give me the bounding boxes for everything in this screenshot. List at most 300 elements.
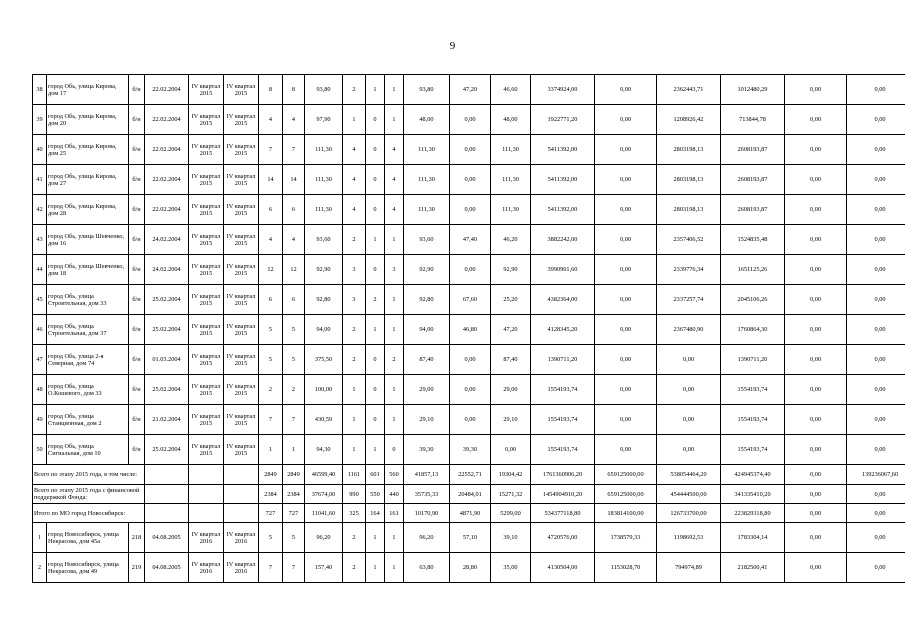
- table-cell: 0: [366, 405, 385, 435]
- table-cell: 0: [366, 375, 385, 405]
- table-cell: 1: [385, 225, 404, 255]
- table-cell: 1554193,74: [721, 405, 785, 435]
- row-number: 2: [33, 553, 47, 583]
- planned-quarter: IV квартал 2016: [224, 523, 259, 553]
- table-cell: 2045106,26: [721, 285, 785, 315]
- row-number: 1: [33, 523, 47, 553]
- planned-quarter: IV квартал 2015: [189, 255, 224, 285]
- table-cell: 2: [343, 225, 366, 255]
- table-cell: 0,00: [847, 315, 905, 345]
- table-row: [33, 315, 905, 345]
- table-cell: 2384: [259, 485, 283, 504]
- totals-row: [33, 465, 905, 485]
- document-number: б/н: [129, 255, 145, 285]
- table-cell: 0,00: [785, 255, 847, 285]
- table-cell: 0,00: [595, 345, 657, 375]
- table-cell: 1738579,33: [595, 523, 657, 553]
- document-date: 24.02.2004: [145, 255, 189, 285]
- table-cell: 1: [385, 375, 404, 405]
- table-cell: 0,00: [595, 75, 657, 105]
- document-number: б/н: [129, 405, 145, 435]
- table-cell: 2: [343, 345, 366, 375]
- table-cell: 1554193,74: [531, 405, 595, 435]
- table-cell: 96,20: [404, 523, 450, 553]
- table-cell: 0,00: [785, 315, 847, 345]
- table-cell: 7: [283, 135, 305, 165]
- table-cell: 164: [366, 504, 385, 523]
- table-cell: 29,00: [404, 375, 450, 405]
- table-cell: 1: [366, 225, 385, 255]
- table-cell: 0,00: [785, 75, 847, 105]
- table-cell: 111,30: [491, 135, 531, 165]
- planned-quarter: IV квартал 2015: [224, 375, 259, 405]
- table-cell: 1: [343, 435, 366, 465]
- table-cell: 12: [259, 255, 283, 285]
- table-cell: 0,00: [450, 405, 491, 435]
- document-number: 218: [129, 523, 145, 553]
- table-cell: 67,60: [450, 285, 491, 315]
- table-cell: [145, 485, 189, 504]
- table-cell: 2803198,13: [657, 195, 721, 225]
- table-cell: 29,00: [491, 375, 531, 405]
- table-cell: 10170,90: [404, 504, 450, 523]
- table-cell: 2: [283, 375, 305, 405]
- table-cell: 454444500,00: [657, 485, 721, 504]
- address-cell: город Обь, улица Кирова, дом 17: [47, 75, 129, 105]
- table-cell: 3882242,00: [531, 225, 595, 255]
- document-date: 21.02.2004: [145, 405, 189, 435]
- table-cell: 1: [385, 523, 404, 553]
- table-cell: 5: [283, 523, 305, 553]
- address-cell: город Обь, улица Кирова, дом 28: [47, 195, 129, 225]
- table-cell: [189, 465, 224, 485]
- table-row: [33, 135, 905, 165]
- table-cell: 560: [385, 465, 404, 485]
- table-cell: [145, 465, 189, 485]
- document-number: б/н: [129, 315, 145, 345]
- table-cell: 22552,71: [450, 465, 491, 485]
- table-cell: 0,00: [785, 135, 847, 165]
- table-cell: 0,00: [785, 105, 847, 135]
- document-date: 01.03.2004: [145, 345, 189, 375]
- table-cell: 0,00: [847, 375, 905, 405]
- table-cell: 0,00: [657, 435, 721, 465]
- table-cell: 430,59: [305, 405, 343, 435]
- table-cell: 2384: [283, 485, 305, 504]
- table-cell: 5299,00: [491, 504, 531, 523]
- table-cell: 92,80: [404, 285, 450, 315]
- table-cell: 601: [366, 465, 385, 485]
- table-cell: 11041,60: [305, 504, 343, 523]
- table-cell: 2339776,34: [657, 255, 721, 285]
- table-cell: 29,10: [491, 405, 531, 435]
- table-cell: 4: [283, 225, 305, 255]
- table-cell: 2849: [283, 465, 305, 485]
- table-cell: [224, 485, 259, 504]
- table-cell: 5: [283, 345, 305, 375]
- table-cell: 157,40: [305, 553, 343, 583]
- planned-quarter: IV квартал 2015: [189, 345, 224, 375]
- document-date: 25.02.2004: [145, 375, 189, 405]
- table-cell: 1: [366, 315, 385, 345]
- row-number: 45: [33, 285, 47, 315]
- table-cell: 2608193,87: [721, 195, 785, 225]
- row-number: 39: [33, 105, 47, 135]
- table-cell: 713844,78: [721, 105, 785, 135]
- table-cell: 5: [259, 315, 283, 345]
- table-cell: 1: [385, 405, 404, 435]
- table-cell: 8: [283, 75, 305, 105]
- table-cell: 7: [259, 405, 283, 435]
- planned-quarter: IV квартал 2015: [224, 345, 259, 375]
- table-cell: 94,00: [305, 315, 343, 345]
- document-number: б/н: [129, 285, 145, 315]
- table-cell: 1454904910,20: [531, 485, 595, 504]
- table-cell: 47,20: [450, 75, 491, 105]
- planned-quarter: IV квартал 2015: [224, 135, 259, 165]
- table-cell: 57,10: [450, 523, 491, 553]
- table-cell: 2803198,13: [657, 135, 721, 165]
- table-cell: 0,00: [450, 135, 491, 165]
- row-number: 42: [33, 195, 47, 225]
- planned-quarter: IV квартал 2015: [224, 405, 259, 435]
- table-cell: 0: [366, 255, 385, 285]
- table-cell: 0,00: [785, 435, 847, 465]
- table-cell: 39,30: [450, 435, 491, 465]
- table-row: [33, 225, 905, 255]
- table-cell: 0,00: [847, 195, 905, 225]
- document-number: б/н: [129, 345, 145, 375]
- document-date: 22.02.2004: [145, 75, 189, 105]
- table-cell: 0,00: [847, 504, 905, 523]
- table-cell: 0,00: [450, 255, 491, 285]
- table-cell: 111,30: [404, 195, 450, 225]
- table-cell: 5: [283, 315, 305, 345]
- table-cell: 0,00: [785, 485, 847, 504]
- table-cell: 93,60: [404, 225, 450, 255]
- table-cell: 0,00: [847, 105, 905, 135]
- row-number: 43: [33, 225, 47, 255]
- planned-quarter: IV квартал 2015: [189, 405, 224, 435]
- register-table: [32, 74, 905, 583]
- planned-quarter: IV квартал 2015: [189, 315, 224, 345]
- table-row: [33, 285, 905, 315]
- table-cell: 25,20: [491, 285, 531, 315]
- table-cell: 3990901,60: [531, 255, 595, 285]
- planned-quarter: IV квартал 2015: [189, 75, 224, 105]
- table-cell: 0,00: [847, 75, 905, 105]
- table-cell: 0,00: [785, 504, 847, 523]
- planned-quarter: IV квартал 2016: [224, 553, 259, 583]
- planned-quarter: IV квартал 2015: [224, 105, 259, 135]
- table-cell: 87,40: [491, 345, 531, 375]
- table-cell: 97,90: [305, 105, 343, 135]
- table-cell: 0,00: [657, 375, 721, 405]
- table-cell: 3374924,00: [531, 75, 595, 105]
- address-cell: город Обь, улица Станционная, дом 2: [47, 405, 129, 435]
- table-cell: [224, 465, 259, 485]
- table-cell: 19304,42: [491, 465, 531, 485]
- table-cell: 4: [283, 105, 305, 135]
- table-cell: 46,20: [491, 225, 531, 255]
- document-number: б/н: [129, 165, 145, 195]
- table-row: [33, 345, 905, 375]
- table-cell: 4382364,00: [531, 285, 595, 315]
- table-cell: 93,80: [305, 75, 343, 105]
- table-row: [33, 553, 905, 583]
- planned-quarter: IV квартал 2015: [189, 135, 224, 165]
- table-cell: 1554193,74: [531, 435, 595, 465]
- row-number: 40: [33, 135, 47, 165]
- totals-label: Итого по МО город Новосибирск:: [33, 504, 145, 523]
- address-cell: город Обь, улица Кирова, дом 25: [47, 135, 129, 165]
- table-cell: 4: [343, 165, 366, 195]
- table-cell: 0,00: [595, 135, 657, 165]
- document-number: б/н: [129, 375, 145, 405]
- table-cell: 1: [343, 405, 366, 435]
- table-cell: 111,30: [491, 195, 531, 225]
- table-cell: 1554193,74: [531, 375, 595, 405]
- table-cell: 92,90: [305, 255, 343, 285]
- table-cell: 96,20: [305, 523, 343, 553]
- table-cell: 35735,33: [404, 485, 450, 504]
- table-cell: 0,00: [450, 105, 491, 135]
- table-cell: 1: [385, 315, 404, 345]
- table-cell: 4: [385, 165, 404, 195]
- table-row: [33, 435, 905, 465]
- table-cell: 0,00: [450, 195, 491, 225]
- table-cell: 1: [385, 553, 404, 583]
- document-number: б/н: [129, 195, 145, 225]
- totals-label: Всего по этапу 2015 года с финансовой поддержкой Фонда:: [33, 485, 145, 504]
- planned-quarter: IV квартал 2016: [189, 523, 224, 553]
- table-cell: 1: [385, 75, 404, 105]
- address-cell: город Обь, улица 2-я Северная, дом 74: [47, 345, 129, 375]
- totals-label: Всего по этапу 2015 года, в том числе:: [33, 465, 145, 485]
- table-cell: 4: [343, 135, 366, 165]
- document-date: 04.08.2005: [145, 553, 189, 583]
- document-date: 24.02.2004: [145, 225, 189, 255]
- table-cell: 93,60: [305, 225, 343, 255]
- document-number: б/н: [129, 135, 145, 165]
- table-cell: 659125000,00: [595, 485, 657, 504]
- table-cell: 0,00: [491, 435, 531, 465]
- table-cell: 12: [283, 255, 305, 285]
- table-cell: 6: [283, 195, 305, 225]
- table-cell: 20484,01: [450, 485, 491, 504]
- table-cell: 2: [343, 553, 366, 583]
- table-cell: 3: [343, 255, 366, 285]
- table-cell: 0,00: [450, 165, 491, 195]
- table-cell: 2803198,13: [657, 165, 721, 195]
- table-cell: 0,00: [847, 225, 905, 255]
- table-cell: 0,00: [785, 165, 847, 195]
- table-cell: 0,00: [595, 315, 657, 345]
- table-cell: 14: [259, 165, 283, 195]
- table-cell: 2: [343, 523, 366, 553]
- address-cell: город Обь, улица О.Кошевого, дом 33: [47, 375, 129, 405]
- document-number: б/н: [129, 435, 145, 465]
- table-cell: 8: [259, 75, 283, 105]
- table-cell: 727: [259, 504, 283, 523]
- address-cell: город Обь, улица Кирова, дом 27: [47, 165, 129, 195]
- table-cell: 1: [385, 105, 404, 135]
- table-cell: 46,60: [491, 75, 531, 105]
- table-cell: 35,00: [491, 553, 531, 583]
- planned-quarter: IV квартал 2015: [189, 105, 224, 135]
- table-cell: 2: [343, 75, 366, 105]
- table-cell: 538054464,20: [657, 465, 721, 485]
- document-number: 219: [129, 553, 145, 583]
- table-cell: 39,10: [491, 523, 531, 553]
- address-cell: город Обь, улица Сигнальная, дом 10: [47, 435, 129, 465]
- table-cell: 424945374,40: [721, 465, 785, 485]
- table-cell: 0,00: [847, 135, 905, 165]
- table-cell: 2849: [259, 465, 283, 485]
- planned-quarter: IV квартал 2015: [189, 285, 224, 315]
- table-cell: 92,90: [404, 255, 450, 285]
- table-cell: 0,00: [595, 405, 657, 435]
- table-cell: 0,00: [450, 345, 491, 375]
- table-cell: 0,00: [847, 405, 905, 435]
- table-cell: 0: [366, 165, 385, 195]
- table-cell: [189, 485, 224, 504]
- table-cell: 0,00: [595, 255, 657, 285]
- table-cell: 0,00: [450, 375, 491, 405]
- row-number: 46: [33, 315, 47, 345]
- table-cell: 5: [259, 345, 283, 375]
- table-cell: 29,10: [404, 405, 450, 435]
- table-cell: 4: [343, 195, 366, 225]
- table-cell: 1161: [343, 465, 366, 485]
- table-cell: 4871,90: [450, 504, 491, 523]
- table-cell: 1: [366, 553, 385, 583]
- table-cell: 0,00: [785, 405, 847, 435]
- table-cell: 1208926,42: [657, 105, 721, 135]
- table-cell: 0,00: [657, 405, 721, 435]
- row-number: 41: [33, 165, 47, 195]
- table-cell: 111,30: [305, 165, 343, 195]
- table-cell: 111,30: [404, 135, 450, 165]
- table-row: [33, 165, 905, 195]
- document-date: 04.08.2005: [145, 523, 189, 553]
- table-cell: 87,40: [404, 345, 450, 375]
- planned-quarter: IV квартал 2015: [224, 435, 259, 465]
- table-cell: 2608193,87: [721, 165, 785, 195]
- table-cell: 0,00: [785, 553, 847, 583]
- table-cell: 0,00: [847, 435, 905, 465]
- table-cell: 0,00: [785, 523, 847, 553]
- row-number: 48: [33, 375, 47, 405]
- table-cell: 1: [385, 285, 404, 315]
- table-cell: 37674,00: [305, 485, 343, 504]
- document-number: б/н: [129, 225, 145, 255]
- table-cell: 1: [343, 375, 366, 405]
- table-cell: 2357406,52: [657, 225, 721, 255]
- table-cell: 550: [366, 485, 385, 504]
- table-cell: 1390711,20: [531, 345, 595, 375]
- planned-quarter: IV квартал 2015: [224, 225, 259, 255]
- table-cell: 1: [366, 523, 385, 553]
- table-cell: 2608193,87: [721, 135, 785, 165]
- table-cell: 0: [366, 195, 385, 225]
- table-cell: 0,00: [595, 195, 657, 225]
- table-cell: 223829318,80: [721, 504, 785, 523]
- table-cell: 2367480,90: [657, 315, 721, 345]
- table-cell: 6: [283, 285, 305, 315]
- table-cell: 111,30: [404, 165, 450, 195]
- table-cell: 4: [259, 105, 283, 135]
- table-cell: 2: [343, 315, 366, 345]
- table-cell: 1524835,48: [721, 225, 785, 255]
- table-cell: 0,00: [595, 105, 657, 135]
- planned-quarter: IV квартал 2015: [189, 165, 224, 195]
- table-cell: 5411392,00: [531, 135, 595, 165]
- row-number: 44: [33, 255, 47, 285]
- table-cell: 0,00: [595, 225, 657, 255]
- table-cell: 92,90: [491, 255, 531, 285]
- table-cell: 0,00: [847, 285, 905, 315]
- table-cell: 3: [385, 255, 404, 285]
- table-cell: 659125000,00: [595, 465, 657, 485]
- table-cell: 0,00: [595, 165, 657, 195]
- planned-quarter: IV квартал 2016: [189, 553, 224, 583]
- table-cell: 534377118,80: [531, 504, 595, 523]
- table-cell: 6: [259, 195, 283, 225]
- table-cell: 4720576,00: [531, 523, 595, 553]
- document-date: 22.02.2004: [145, 195, 189, 225]
- table-cell: 325: [343, 504, 366, 523]
- table-cell: 28,80: [450, 553, 491, 583]
- table-row: [33, 523, 905, 553]
- table-cell: 0,00: [785, 195, 847, 225]
- table-cell: 139236067,60: [847, 465, 905, 485]
- table-cell: 990: [343, 485, 366, 504]
- planned-quarter: IV квартал 2015: [224, 285, 259, 315]
- document-date: 25.02.2004: [145, 315, 189, 345]
- page-number: 9: [449, 40, 456, 52]
- table-cell: 4: [385, 195, 404, 225]
- table-cell: 48,00: [404, 105, 450, 135]
- table-cell: 1761360906,20: [531, 465, 595, 485]
- planned-quarter: IV квартал 2015: [224, 165, 259, 195]
- row-number: 49: [33, 405, 47, 435]
- table-cell: 0,00: [595, 435, 657, 465]
- table-cell: 0,00: [785, 375, 847, 405]
- table-cell: 0,00: [785, 225, 847, 255]
- table-cell: 1390711,20: [721, 345, 785, 375]
- totals-row: [33, 485, 905, 504]
- planned-quarter: IV квартал 2015: [224, 255, 259, 285]
- table-cell: 47,20: [491, 315, 531, 345]
- table-cell: 2362443,71: [657, 75, 721, 105]
- table-row: [33, 255, 905, 285]
- document-date: 25.02.2004: [145, 285, 189, 315]
- table-cell: 0,00: [847, 523, 905, 553]
- address-cell: город Обь, улица Строительная, дом 37: [47, 315, 129, 345]
- table-cell: 0,00: [785, 345, 847, 375]
- table-cell: 47,40: [450, 225, 491, 255]
- table-cell: 0,00: [785, 285, 847, 315]
- table-cell: 375,50: [305, 345, 343, 375]
- address-cell: город Новосибирск, улица Некрасова, дом 45а: [47, 523, 129, 553]
- table-cell: 1783304,14: [721, 523, 785, 553]
- table-cell: 111,30: [305, 135, 343, 165]
- table-row: [33, 105, 905, 135]
- table-cell: 1554193,74: [721, 375, 785, 405]
- document-date: 22.02.2004: [145, 165, 189, 195]
- document-number: б/н: [129, 75, 145, 105]
